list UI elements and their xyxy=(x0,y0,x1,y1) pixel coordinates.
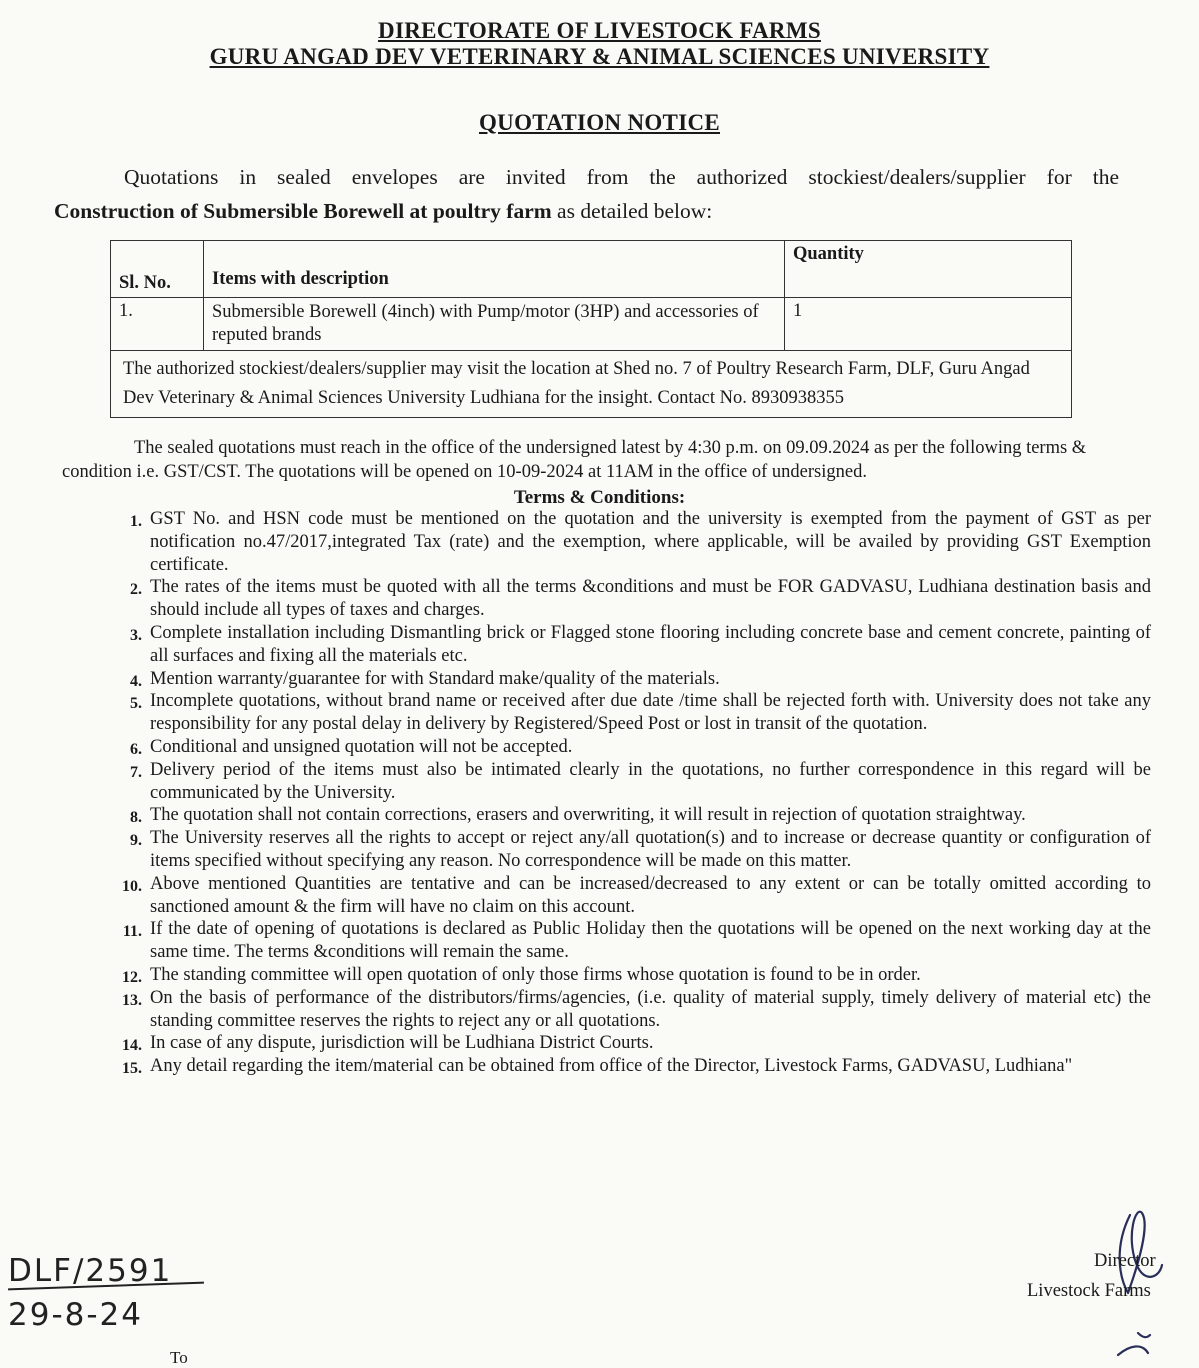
header-items: Items with description xyxy=(204,241,785,298)
term-number: 10. xyxy=(122,877,142,895)
term-text: The University reserves all the rights to accept or reject any/all quotation(s) and to increase or decrease quantity or configuration of items specified without specifying any reason. No correspondence will be made on this matter. xyxy=(150,828,1151,871)
term-number: 14. xyxy=(122,1037,142,1055)
intro-paragraph xyxy=(54,160,1119,228)
list-item xyxy=(0,918,1199,964)
list-item xyxy=(0,736,1199,759)
list-item xyxy=(0,508,1199,576)
directorate-heading: DIRECTORATE OF LIVESTOCK FARMS xyxy=(378,18,821,43)
signatory-office: Livestock Farms xyxy=(1027,1281,1151,1301)
list-item xyxy=(0,1055,1199,1078)
term-text: On the basis of performance of the distributors/firms/agencies, (i.e. quality of material supply, timely delivery of material etc) the standing committee reserves the rights to reject any or all quotations. xyxy=(150,987,1151,1031)
row-quantity: 1 xyxy=(785,298,1072,351)
term-number: 9. xyxy=(130,832,142,850)
term-number: 4. xyxy=(130,672,142,690)
term-text: The rates of the items must be quoted with all the terms &conditions and must be FOR GADVASU, Ludhiana destination basis and should include all types of taxes and charges. xyxy=(150,577,1151,621)
deadline-paragraph xyxy=(62,436,1130,484)
row-sl: 1. xyxy=(111,298,204,351)
reference-handwritten xyxy=(8,1252,172,1334)
visit-note: The authorized stockiest/dealers/supplier may visit the location at Shed no. 7 of Poultry Research Farm, DLF, Guru Angad Dev Veterinary & Animal Sciences University Ludhiana for the insight. Contact No. 8930938355 xyxy=(111,351,1072,418)
list-item xyxy=(0,964,1199,987)
list-item xyxy=(0,873,1199,919)
term-text: GST No. and HSN code must be mentioned on the quotation and the university is exempted from the payment of GST as per notification no.47/2017,integrated Tax (rate) and the exemption, where applicable, will be availed by providing GST Exemption certificate. xyxy=(150,509,1151,575)
term-number: 1. xyxy=(130,513,142,530)
list-item xyxy=(0,690,1199,736)
list-item xyxy=(0,759,1199,805)
terms-list xyxy=(0,508,1199,1078)
intro-tail: as detailed below: xyxy=(551,199,713,223)
footer-to: To xyxy=(170,1348,188,1367)
term-text: Mention warranty/guarantee for with Standard make/quality of the materials. xyxy=(150,668,720,689)
notice-title: QUOTATION NOTICE xyxy=(478,110,720,135)
term-number: 8. xyxy=(130,809,142,827)
term-number: 7. xyxy=(130,763,142,781)
term-text: Any detail regarding the item/material can be obtained from office of the Director, Livestock Farms, GADVASU, Ludhiana" xyxy=(150,1056,1073,1077)
term-text: Above mentioned Quantities are tentative and can be increased/decreased to any extent or can be totally omitted according to sanctioned amount & the firm will have no claim on this account. xyxy=(150,873,1151,917)
items-table xyxy=(110,240,1072,418)
term-number: 2. xyxy=(130,581,142,599)
term-number: 6. xyxy=(130,740,142,758)
term-number: 3. xyxy=(130,626,142,644)
list-item xyxy=(0,1032,1199,1055)
university-heading: GURU ANGAD DEV VETERINARY & ANIMAL SCIENCES UNIVERSITY xyxy=(209,44,990,69)
table-visit-row xyxy=(111,351,1072,418)
term-number: 15. xyxy=(122,1060,142,1078)
reference-date: 29-8-24 xyxy=(8,1297,143,1333)
term-number: 11. xyxy=(122,923,142,941)
term-text: The quotation shall not contain corrections, erasers and overwriting, it will result in rejection of quotation straightway. xyxy=(150,805,1026,826)
term-text: In case of any dispute, jurisdiction will be Ludhiana District Courts. xyxy=(150,1033,654,1054)
list-item xyxy=(0,622,1199,668)
intro-text: Quotations in sealed envelopes are invited from the authorized stockiest/dealers/supplier for the xyxy=(124,165,1119,189)
terms-title: Terms & Conditions: xyxy=(513,487,686,508)
reference-number: DLF/2591 xyxy=(8,1253,173,1289)
term-text: Conditional and unsigned quotation will not be accepted. xyxy=(150,736,573,757)
term-text: Incomplete quotations, without brand name or received after due date /time shall be rejected forth with. University does not take any responsibility for any postal delay in delivery by Registered/Speed Post or lost in transit of the quotation. xyxy=(150,691,1151,735)
table-header-row xyxy=(111,241,1072,298)
term-text: If the date of opening of quotations is declared as Public Holiday then the quotations will be opened on the next working day at the same time. The terms &conditions will remain the same. xyxy=(150,919,1151,963)
term-text: Delivery period of the items must also be intimated clearly in the quotations, no further correspondence in this regard will be communicated by the University. xyxy=(150,759,1151,803)
header-quantity: Quantity xyxy=(785,241,1072,298)
header-sl-no: Sl. No. xyxy=(111,241,204,298)
deadline-text: The sealed quotations must reach in the office of the undersigned latest by 4:30 p.m. on 09.09.2024 as per the following terms & condition i.e. GST/CST. The quotations will be opened on 10-09-2024 at 11AM in the office of undersigned. xyxy=(62,438,1087,482)
term-number: 13. xyxy=(122,991,142,1009)
table-row xyxy=(111,298,1072,351)
intro-bold-subject: Construction of Submersible Borewell at poultry farm xyxy=(54,199,552,223)
intro-second-line xyxy=(54,194,1119,228)
row-description: Submersible Borewell (4inch) with Pump/motor (3HP) and accessories of reputed brands xyxy=(204,298,785,351)
list-item xyxy=(0,668,1199,691)
list-item xyxy=(0,804,1199,827)
term-text: Complete installation including Dismantling brick or Flagged stone flooring including concrete base and cement concrete, painting of all surfaces and fixing all the materials etc. xyxy=(150,622,1151,666)
list-item xyxy=(0,827,1199,873)
list-item xyxy=(0,987,1199,1033)
signatory-title: Director xyxy=(1094,1251,1156,1271)
list-item xyxy=(0,576,1199,622)
term-number: 12. xyxy=(122,968,142,986)
term-number: 5. xyxy=(130,695,142,713)
term-text: The standing committee will open quotation of only those firms whose quotation is found to be in order. xyxy=(150,964,921,985)
